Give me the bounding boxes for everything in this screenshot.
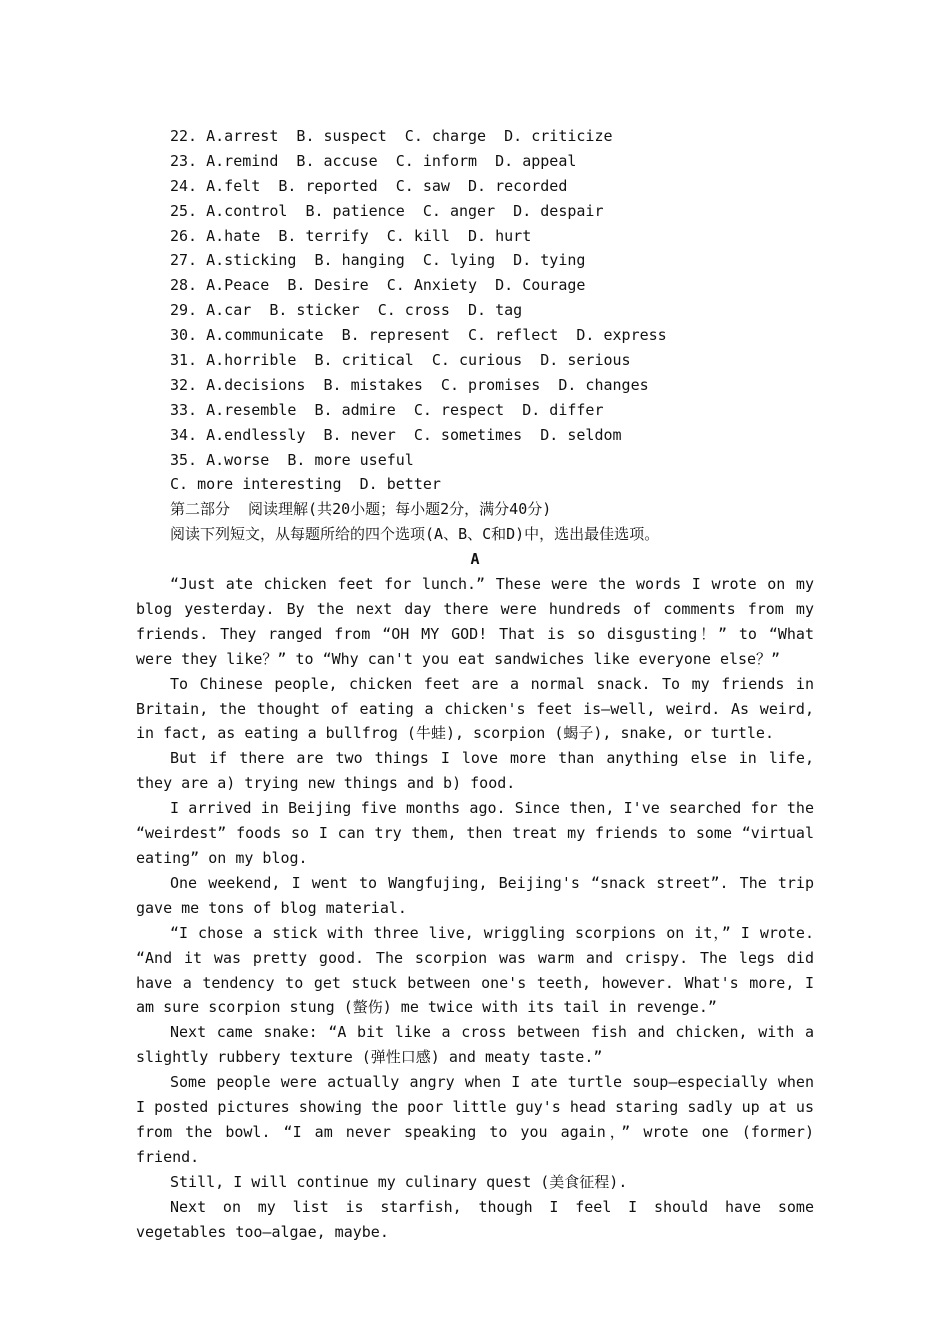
passage-paragraph-1: “Just ate chicken feet for lunch.” These were the words I wrote on my blog yesterday. By the next day there were hundreds of comments from my friends. They ranged from “OH MY GOD! That is so disgusting！” to “What were they like？” to “Why can't you eat sandwiches like everyone else？” (136, 575, 814, 668)
document-page (136, 124, 814, 1245)
passage-paragraph-9: Still, I will continue my culinary quest (美食征程). (170, 1172, 628, 1191)
option-line-27: 27. A.sticking B. hanging C. lying D. tying (170, 251, 586, 270)
option-line-24: 24. A.felt B. reported C. saw D. recorded (170, 176, 568, 195)
option-line-22: 22. A.arrest B. suspect C. charge D. criticize (170, 127, 613, 145)
option-line-31: 31. A.horrible B. critical C. curious D. serious (170, 351, 631, 370)
passage-paragraph-5: One weekend, I went to Wangfujing, Beijing's “snack street”. The trip gave me tons of blog material. (136, 873, 814, 917)
section-title: 第二部分 阅读理解(共20小题；每小题2分，满分40分) (170, 500, 552, 519)
option-line-35: 35. A.worse B. more useful (170, 450, 414, 469)
passage-paragraph-7: Next came snake: “A bit like a cross between fish and chicken, with a slightly rubbery texture (弹性口感) and meaty taste.” (136, 1023, 814, 1067)
option-line-25: 25. A.control B. patience C. anger D. despair (170, 201, 604, 220)
option-line-32: 32. A.decisions B. mistakes C. promises D. changes (170, 375, 649, 394)
passage-paragraph-10: Next on my list is starfish, though I feel I should have some vegetables too—algae, maybe. (136, 1197, 814, 1241)
section-instruction: 阅读下列短文，从每题所给的四个选项(A、B、C和D)中，选出最佳选项。 (170, 525, 660, 544)
option-line-29: 29. A.car B. sticker C. cross D. tag (170, 301, 523, 320)
passage-paragraph-3: But if there are two things I love more than anything else in life, they are a) trying new things and b) food. (136, 749, 814, 793)
option-line-33: 33. A.resemble B. admire C. respect D. differ (170, 400, 604, 419)
passage-paragraph-4: I arrived in Beijing five months ago. Since then, I've searched for the “weirdest” foods so I can try them, then treat my friends to some “virtual eating” on my blog. (136, 799, 814, 867)
option-line-34: 34. A.endlessly B. never C. sometimes D. seldom (170, 425, 622, 444)
option-line-35-cont: C. more interesting D. better (170, 475, 441, 494)
passage-paragraph-2: To Chinese people, chicken feet are a normal snack. To my friends in Britain, the thought of eating a chicken's feet is—well, weird. As weird, in fact, as eating a bullfrog (牛蛙), scorpion (蝎子), snake, or turtle. (136, 674, 814, 743)
option-line-28: 28. A.Peace B. Desire C. Anxiety D. Courage (170, 276, 586, 295)
option-line-23: 23. A.remind B. accuse C. inform D. appeal (170, 151, 577, 170)
passage-paragraph-8: Some people were actually angry when I ate turtle soup—especially when I posted pictures showing the poor little guy's head staring sadly up at us from the bowl. “I am never speaking to you again，” wrote one (former) friend. (136, 1073, 814, 1166)
passage-label: A (470, 550, 480, 569)
passage-paragraph-6: “I chose a stick with three live, wriggling scorpions on it，” I wrote. “And it was pretty good. The scorpion was warm and crispy. The legs did have a tendency to get stuck between one's teeth, however. What's more, I am sure scorpion stung (螫伤) me twice with its tail in revenge.” (136, 923, 814, 1017)
option-line-30: 30. A.communicate B. represent C. reflect D. express (170, 326, 667, 345)
option-line-26: 26. A.hate B. terrify C. kill D. hurt (170, 226, 532, 245)
